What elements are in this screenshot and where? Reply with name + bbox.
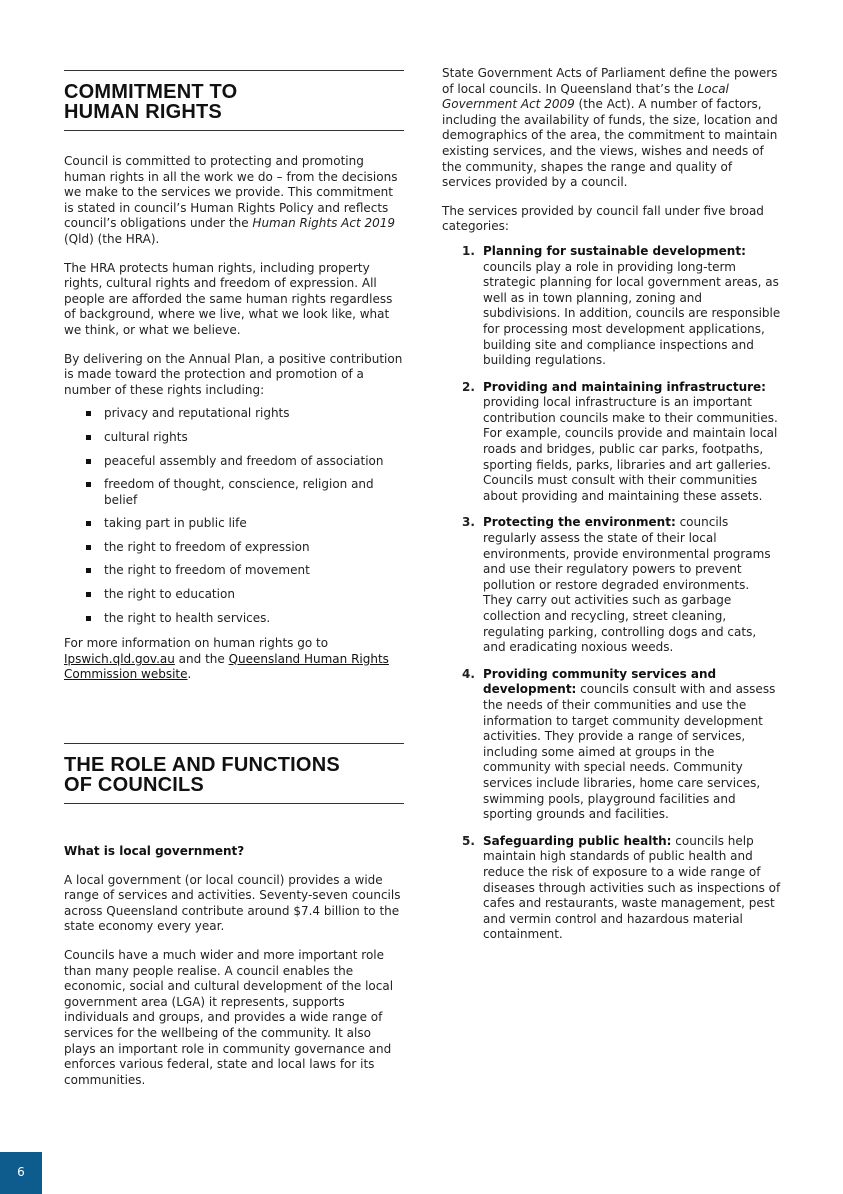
act-title: Human Rights Act 2019 [252, 216, 396, 231]
category-lead: Planning for sustainable development: [483, 243, 746, 258]
right-column [442, 66, 782, 954]
section-title-role-of-councils [64, 744, 404, 804]
list-item: privacy and reputational rights [86, 406, 404, 422]
paragraph [64, 154, 404, 248]
paragraph [442, 66, 782, 191]
category-item [442, 667, 782, 823]
category-text: councils consult with and assess the needs of their communities and use the information to target community development activities. They provide a range of services, including some aimed at groups in the community with special needs. Community services include libraries, home care services, swimming pools, playground facilities and sporting grounds and facilities. [483, 682, 776, 822]
list-item: the right to education [86, 587, 404, 603]
qhrc-website-link[interactable]: Queensland Human Rights Commission website [64, 651, 389, 682]
title-line: THE ROLE AND FUNCTIONS [64, 754, 340, 777]
item-number: 4. [462, 666, 475, 681]
list-item: peaceful assembly and freedom of association [86, 454, 404, 470]
item-number: 5. [462, 833, 475, 848]
paragraph: By delivering on the Annual Plan, a positive contribution is made toward the protection and promotion of a number of these rights including: [64, 351, 403, 397]
text: State Government Acts of Parliament define the powers of local councils. In Queensland that’s the [442, 66, 778, 96]
list-item: the right to health services. [86, 611, 404, 627]
text: Council is committed to protecting and promoting human rights in all the work we do – from the decisions we make to the services we provide. This commitment is stated in council’s Human Rights Policy and reflects council’s obligations under the [64, 154, 398, 231]
paragraph: A local government (or local council) provides a wide range of services and activities. Seventy-seven councils across Queensland contribute around $7.4 billion to the state economy every year. [64, 872, 401, 934]
section-title-human-rights [64, 71, 404, 131]
rights-list [64, 406, 404, 626]
list-item: taking part in public life [86, 516, 404, 532]
left-column [64, 70, 404, 1088]
category-text: providing local infrastructure is an important contribution councils make to their communities. For example, councils provide and maintain local roads and bridges, public car parks, footpaths, sporting fields, parks, libraries and art galleries. Councils must consult with their communities about providing and maintaining these assets. [483, 395, 778, 503]
text: (the Act). A number of factors, including the availability of funds, the size, location and demographics of the area, the commitment to maintain existing services, and the views, wishes and needs of the community, shapes the range and quality of services provided by a council. [442, 97, 778, 190]
title-line: COMMITMENT TO [64, 81, 238, 103]
category-lead: Providing community services and development: [483, 666, 717, 697]
item-number: 1. [462, 243, 475, 258]
category-lead: Providing and maintaining infrastructure: [483, 379, 766, 394]
paragraph: The services provided by council fall under five broad categories: [442, 203, 764, 234]
act-title: Local Government Act 2009 [442, 81, 729, 112]
category-lead: Protecting the environment: [483, 515, 676, 530]
paragraph: Councils have a much wider and more important role than many people realise. A council enables the economic, social and cultural development of the local government area (LGA) it represents, supports individuals and groups, and provides a wide range of services for the wellbeing of the community. It also plays an important role in community governance and enforces various federal, state and local laws for its communities. [64, 948, 394, 1087]
category-item [442, 380, 782, 505]
subheading: What is local government? [64, 844, 245, 859]
category-item [442, 834, 782, 943]
page-number-badge: 6 [0, 1152, 42, 1194]
categories-list [442, 244, 782, 943]
text: . [187, 667, 192, 682]
title-line: HUMAN RIGHTS [64, 101, 222, 123]
title-line: OF COUNCILS [64, 774, 204, 797]
category-text: councils help maintain high standards of public health and reduce the risk of exposure to a wide range of diseases through activities such as inspections of cafes and restaurants, waste management, pest and vermin control and hazardous material containment. [483, 833, 781, 942]
text: (Qld) (the HRA). [64, 231, 160, 246]
list-item: cultural rights [86, 430, 404, 446]
category-item [442, 244, 782, 369]
category-text: councils play a role in providing long-term strategic planning for local government areas, as well as in town planning, zoning and subdivisions. In addition, councils are responsible for processing most development applications, building site and compliance inspections and building regulations. [483, 259, 781, 368]
text: and the [174, 651, 229, 666]
item-number: 3. [462, 515, 475, 530]
paragraph: The HRA protects human rights, including property rights, cultural rights and freedom of expression. All people are afforded the same human rights regardless of background, where we live, what we look like, what we think, or what we believe. [64, 260, 393, 337]
list-item: the right to freedom of expression [86, 540, 404, 556]
list-item: freedom of thought, conscience, religion and belief [86, 477, 404, 508]
list-item: the right to freedom of movement [86, 563, 404, 579]
more-info-paragraph [64, 636, 404, 683]
item-number: 2. [462, 379, 475, 394]
ipswich-link[interactable]: Ipswich.qld.gov.au [64, 651, 175, 666]
category-text: councils regularly assess the state of their local environments, provide environmental programs and use their regulatory powers to prevent pollution or restore degraded environments. They carry out activities such as garbage collection and recycling, street cleaning, regulating parking, controlling dogs and cats, and eradicating noxious weeds. [483, 515, 771, 655]
text: For more information on human rights go to [64, 636, 329, 651]
category-item [442, 515, 782, 655]
category-lead: Safeguarding public health: [483, 833, 672, 848]
